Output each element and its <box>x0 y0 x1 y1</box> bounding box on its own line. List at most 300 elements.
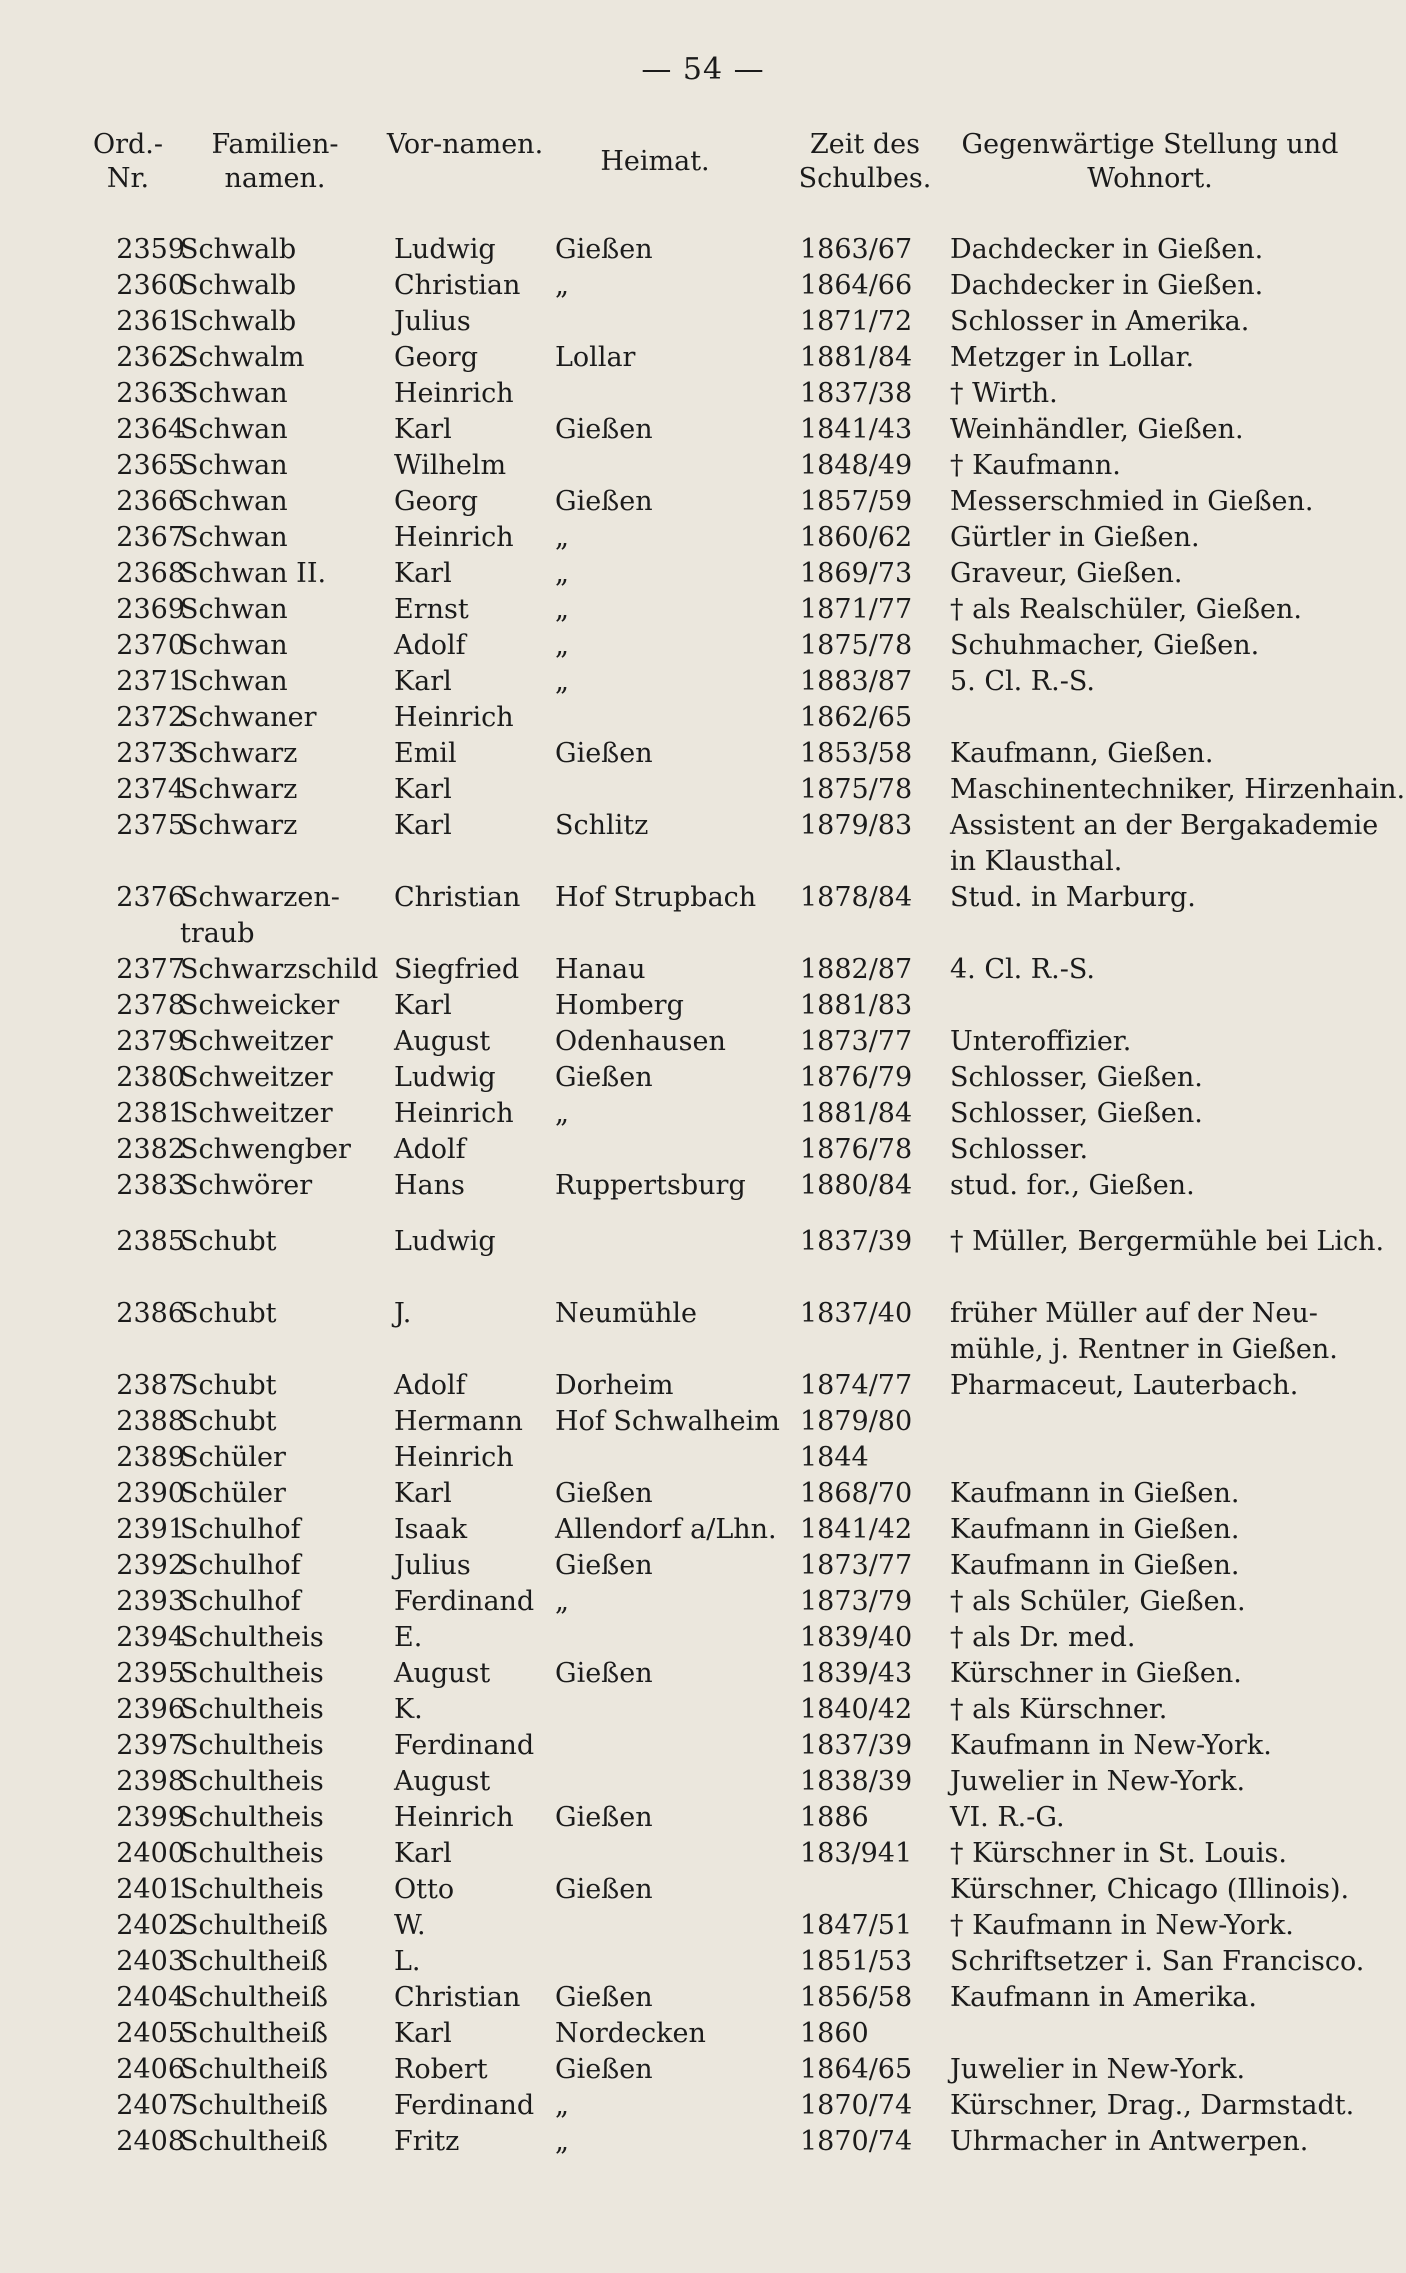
ord-nr-cell: 2381 <box>116 1098 185 1129</box>
ord-nr-cell: 2399 <box>116 1802 185 1833</box>
stellung-cell: Maschinentechniker, Hirzenhain. <box>950 774 1406 805</box>
stellung-cell: Kürschner in Gießen. <box>950 1658 1242 1689</box>
familienname-cell: Schwalb <box>180 270 297 301</box>
table-row <box>0 1692 1406 1728</box>
ord-nr-cell: 2407 <box>116 2090 185 2121</box>
header-heimat: Heimat. <box>600 146 710 177</box>
familienname-cell: Schultheis <box>180 1874 324 1905</box>
zeit-cell: 1841/43 <box>800 414 913 445</box>
zeit-cell: 1839/40 <box>800 1622 913 1653</box>
table-row <box>0 1584 1406 1620</box>
zeit-cell: 1839/43 <box>800 1658 913 1689</box>
familienname-cell: Schultheis <box>180 1802 324 1833</box>
table-row <box>0 1132 1406 1168</box>
stellung-cell: † Müller, Bergermühle bei Lich. <box>950 1226 1385 1257</box>
vorname-cell: Julius <box>394 306 471 337</box>
ord-nr-cell: 2382 <box>116 1134 185 1165</box>
table-row <box>0 1476 1406 1512</box>
ord-nr-cell: 2402 <box>116 1910 185 1941</box>
table-row <box>0 1024 1406 1060</box>
table-row <box>0 2088 1406 2124</box>
zeit-cell: 1874/77 <box>800 1370 913 1401</box>
familienname-cell: Schultheis <box>180 1730 324 1761</box>
familienname-cell: Schweitzer <box>180 1098 333 1129</box>
ord-nr-cell: 2364 <box>116 414 185 445</box>
zeit-cell: 1879/83 <box>800 810 913 841</box>
heimat-cell: Gießen <box>555 738 653 769</box>
table-row <box>0 484 1406 520</box>
familienname-cell: Schwan <box>180 486 288 517</box>
ord-nr-cell: 2393 <box>116 1586 185 1617</box>
stellung-cell: 4. Cl. R.-S. <box>950 954 1095 985</box>
stellung-cell: Kaufmann in Gießen. <box>950 1550 1240 1581</box>
heimat-cell: Gießen <box>555 486 653 517</box>
zeit-cell: 1856/58 <box>800 1982 913 2013</box>
familienname-cell: Schwalb <box>180 306 297 337</box>
ord-nr-cell: 2383 <box>116 1170 185 1201</box>
vorname-cell: Hans <box>394 1170 465 1201</box>
vorname-cell: Karl <box>394 1838 452 1869</box>
stellung-cell: Schlosser, Gießen. <box>950 1062 1203 1093</box>
stellung-cell: Graveur, Gießen. <box>950 558 1183 589</box>
ord-nr-cell: 2404 <box>116 1982 185 2013</box>
table-row <box>0 1800 1406 1836</box>
familienname-cell: Schwörer <box>180 1170 313 1201</box>
heimat-cell: Lollar <box>555 342 636 373</box>
familienname-cell: Schwarz <box>180 774 298 805</box>
table-row <box>0 1096 1406 1132</box>
zeit-cell: 1873/77 <box>800 1026 913 1057</box>
ord-nr-cell: 2377 <box>116 954 185 985</box>
zeit-cell: 183/941 <box>800 1838 913 1869</box>
familienname-cell: Schwaner <box>180 702 317 733</box>
familienname-cell: Schüler <box>180 1478 286 1509</box>
vorname-cell: Julius <box>394 1550 471 1581</box>
stellung-cell: Kürschner, Drag., Darmstadt. <box>950 2090 1355 2121</box>
stellung-cell: † Kaufmann in New-York. <box>950 1910 1294 1941</box>
stellung-cell: Assistent an der Bergakademie in Klausthal. <box>950 810 1379 877</box>
vorname-cell: Karl <box>394 774 452 805</box>
table-row <box>0 664 1406 700</box>
stellung-cell: Kaufmann in Gießen. <box>950 1514 1240 1545</box>
zeit-cell: 1841/42 <box>800 1514 913 1545</box>
stellung-cell: † als Realschüler, Gießen. <box>950 594 1302 625</box>
heimat-cell: Ruppertsburg <box>555 1170 746 1201</box>
zeit-cell: 1853/58 <box>800 738 913 769</box>
table-row <box>0 1548 1406 1584</box>
zeit-cell: 1860/62 <box>800 522 913 553</box>
vorname-cell: L. <box>394 1946 421 1977</box>
heimat-cell: „ <box>555 1586 569 1617</box>
heimat-cell: Gießen <box>555 1478 653 1509</box>
ord-nr-cell: 2400 <box>116 1838 185 1869</box>
heimat-cell: Gießen <box>555 1802 653 1833</box>
stellung-cell: Dachdecker in Gießen. <box>950 234 1264 265</box>
zeit-cell: 1844 <box>800 1442 869 1473</box>
zeit-cell: 1837/38 <box>800 378 913 409</box>
zeit-cell: 1838/39 <box>800 1766 913 1797</box>
zeit-cell: 1860 <box>800 2018 869 2049</box>
heimat-cell: Odenhausen <box>555 1026 726 1057</box>
heimat-cell: „ <box>555 1098 569 1129</box>
ord-nr-cell: 2394 <box>116 1622 185 1653</box>
ord-nr-cell: 2396 <box>116 1694 185 1725</box>
vorname-cell: Heinrich <box>394 378 514 409</box>
vorname-cell: Heinrich <box>394 522 514 553</box>
ord-nr-cell: 2387 <box>116 1370 185 1401</box>
familienname-cell: Schubt <box>180 1370 277 1401</box>
heimat-cell: Homberg <box>555 990 684 1021</box>
table-row <box>0 1728 1406 1764</box>
vorname-cell: E. <box>394 1622 423 1653</box>
ord-nr-cell: 2405 <box>116 2018 185 2049</box>
ord-nr-cell: 2401 <box>116 1874 185 1905</box>
vorname-cell: J. <box>394 1298 412 1329</box>
ord-nr-cell: 2391 <box>116 1514 185 1545</box>
familienname-cell: Schultheiß <box>180 2090 328 2121</box>
ord-nr-cell: 2398 <box>116 1766 185 1797</box>
table-row <box>0 1440 1406 1476</box>
table-row <box>0 952 1406 988</box>
zeit-cell: 1881/83 <box>800 990 913 1021</box>
familienname-cell: Schwarzen-traub <box>180 882 340 949</box>
stellung-cell: Stud. in Marburg. <box>950 882 1196 913</box>
stellung-cell: Metzger in Lollar. <box>950 342 1195 373</box>
table-row <box>0 808 1406 880</box>
heimat-cell: „ <box>555 630 569 661</box>
stellung-cell: Juwelier in New-York. <box>950 1766 1246 1797</box>
stellung-cell: Kaufmann, Gießen. <box>950 738 1214 769</box>
ord-nr-cell: 2376 <box>116 882 185 913</box>
familienname-cell: Schultheiß <box>180 1910 328 1941</box>
vorname-cell: Karl <box>394 666 452 697</box>
ord-nr-cell: 2367 <box>116 522 185 553</box>
vorname-cell: Ferdinand <box>394 1730 535 1761</box>
vorname-cell: Karl <box>394 414 452 445</box>
zeit-cell: 1870/74 <box>800 2126 913 2157</box>
ord-nr-cell: 2392 <box>116 1550 185 1581</box>
vorname-cell: W. <box>394 1910 426 1941</box>
table-row <box>0 1168 1406 1204</box>
familienname-cell: Schultheis <box>180 1658 324 1689</box>
vorname-cell: August <box>394 1026 491 1057</box>
ord-nr-cell: 2379 <box>116 1026 185 1057</box>
vorname-cell: August <box>394 1766 491 1797</box>
heimat-cell: Dorheim <box>555 1370 674 1401</box>
heimat-cell: „ <box>555 594 569 625</box>
ord-nr-cell: 2389 <box>116 1442 185 1473</box>
zeit-cell: 1864/66 <box>800 270 913 301</box>
vorname-cell: Robert <box>394 2054 488 2085</box>
table-row <box>0 376 1406 412</box>
ord-nr-cell: 2366 <box>116 486 185 517</box>
heimat-cell: Gießen <box>555 1062 653 1093</box>
zeit-cell: 1869/73 <box>800 558 913 589</box>
vorname-cell: Ernst <box>394 594 469 625</box>
stellung-cell: Juwelier in New-York. <box>950 2054 1246 2085</box>
familienname-cell: Schweitzer <box>180 1062 333 1093</box>
zeit-cell: 1875/78 <box>800 774 913 805</box>
ord-nr-cell: 2403 <box>116 1946 185 1977</box>
zeit-cell: 1871/72 <box>800 306 913 337</box>
familienname-cell: Schulhof <box>180 1550 301 1581</box>
familienname-cell: Schubt <box>180 1226 277 1257</box>
heimat-cell: „ <box>555 666 569 697</box>
vorname-cell: Adolf <box>394 1134 466 1165</box>
zeit-cell: 1868/70 <box>800 1478 913 1509</box>
stellung-cell: Gürtler in Gießen. <box>950 522 1200 553</box>
ord-nr-cell: 2397 <box>116 1730 185 1761</box>
familienname-cell: Schwan <box>180 594 288 625</box>
ord-nr-cell: 2362 <box>116 342 185 373</box>
familienname-cell: Schwarz <box>180 810 298 841</box>
zeit-cell: 1882/87 <box>800 954 913 985</box>
familienname-cell: Schubt <box>180 1406 277 1437</box>
vorname-cell: Ludwig <box>394 1226 496 1257</box>
familienname-cell: Schwarzschild <box>180 954 379 985</box>
stellung-cell: † Kaufmann. <box>950 450 1121 481</box>
vorname-cell: Karl <box>394 990 452 1021</box>
heimat-cell: Nordecken <box>555 2018 706 2049</box>
vorname-cell: Otto <box>394 1874 455 1905</box>
zeit-cell: 1837/40 <box>800 1298 913 1329</box>
familienname-cell: Schultheiß <box>180 2126 328 2157</box>
zeit-cell: 1848/49 <box>800 450 913 481</box>
familienname-cell: Schultheiß <box>180 2018 328 2049</box>
table-row <box>0 556 1406 592</box>
zeit-cell: 1862/65 <box>800 702 913 733</box>
vorname-cell: Ferdinand <box>394 1586 535 1617</box>
zeit-cell: 1871/77 <box>800 594 913 625</box>
table-row <box>0 1224 1406 1296</box>
table-row <box>0 1872 1406 1908</box>
stellung-cell: stud. for., Gießen. <box>950 1170 1195 1201</box>
stellung-cell: Uhrmacher in Antwerpen. <box>950 2126 1309 2157</box>
heimat-cell: „ <box>555 2090 569 2121</box>
heimat-cell: „ <box>555 522 569 553</box>
heimat-cell: Hof Strupbach <box>555 882 757 913</box>
page-number: — 54 — <box>641 52 765 87</box>
familienname-cell: Schwan <box>180 450 288 481</box>
header-zeit: Zeit des Schulbes. <box>798 129 932 194</box>
ord-nr-cell: 2363 <box>116 378 185 409</box>
vorname-cell: Siegfried <box>394 954 520 985</box>
vorname-cell: Emil <box>394 738 457 769</box>
zeit-cell: 1878/84 <box>800 882 913 913</box>
table-row <box>0 1944 1406 1980</box>
stellung-cell: Kaufmann in Gießen. <box>950 1478 1240 1509</box>
vorname-cell: Ludwig <box>394 234 496 265</box>
ord-nr-cell: 2406 <box>116 2054 185 2085</box>
familienname-cell: Schüler <box>180 1442 286 1473</box>
table-row <box>0 1908 1406 1944</box>
ord-nr-cell: 2359 <box>116 234 185 265</box>
zeit-cell: 1847/51 <box>800 1910 913 1941</box>
zeit-cell: 1863/67 <box>800 234 913 265</box>
zeit-cell: 1864/65 <box>800 2054 913 2085</box>
table-row <box>0 1764 1406 1800</box>
ord-nr-cell: 2373 <box>116 738 185 769</box>
heimat-cell: Gießen <box>555 1874 653 1905</box>
header-familienname: Familien-namen. <box>211 129 339 194</box>
zeit-cell: 1876/78 <box>800 1134 913 1165</box>
familienname-cell: Schwalm <box>180 342 305 373</box>
familienname-cell: Schulhof <box>180 1514 301 1545</box>
zeit-cell: 1875/78 <box>800 630 913 661</box>
familienname-cell: Schwalb <box>180 234 297 265</box>
stellung-cell: Pharmaceut, Lauterbach. <box>950 1370 1299 1401</box>
table-row <box>0 1512 1406 1548</box>
table-row <box>0 1060 1406 1096</box>
heimat-cell: Hof Schwalheim <box>555 1406 780 1437</box>
table-row <box>0 988 1406 1024</box>
table-row <box>0 1296 1406 1368</box>
familienname-cell: Schwan II. <box>180 558 327 589</box>
heimat-cell: Gießen <box>555 414 653 445</box>
table-header <box>0 128 1406 208</box>
stellung-cell: Schlosser in Amerika. <box>950 306 1250 337</box>
heimat-cell: Allendorf a/Lhn. <box>555 1514 777 1545</box>
stellung-cell: 5. Cl. R.-S. <box>950 666 1095 697</box>
stellung-cell: Schlosser. <box>950 1134 1089 1165</box>
table-row <box>0 700 1406 736</box>
zeit-cell: 1840/42 <box>800 1694 913 1725</box>
header-ord-nr: Ord.-Nr. <box>92 129 164 194</box>
table-row <box>0 340 1406 376</box>
stellung-cell: Weinhändler, Gießen. <box>950 414 1244 445</box>
zeit-cell: 1870/74 <box>800 2090 913 2121</box>
vorname-cell: Karl <box>394 1478 452 1509</box>
zeit-cell: 1879/80 <box>800 1406 913 1437</box>
familienname-cell: Schultheis <box>180 1838 324 1869</box>
stellung-cell: Schuhmacher, Gießen. <box>950 630 1260 661</box>
zeit-cell: 1881/84 <box>800 342 913 373</box>
ord-nr-cell: 2371 <box>116 666 185 697</box>
zeit-cell: 1880/84 <box>800 1170 913 1201</box>
stellung-cell: Kürschner, Chicago (Illinois). <box>950 1874 1350 1905</box>
ord-nr-cell: 2380 <box>116 1062 185 1093</box>
ord-nr-cell: 2360 <box>116 270 185 301</box>
ord-nr-cell: 2374 <box>116 774 185 805</box>
ord-nr-cell: 2370 <box>116 630 185 661</box>
table-row <box>0 448 1406 484</box>
ord-nr-cell: 2408 <box>116 2126 185 2157</box>
vorname-cell: Ferdinand <box>394 2090 535 2121</box>
ord-nr-cell: 2390 <box>116 1478 185 1509</box>
table-row <box>0 1404 1406 1440</box>
heimat-cell: „ <box>555 558 569 589</box>
familienname-cell: Schulhof <box>180 1586 301 1617</box>
familienname-cell: Schultheis <box>180 1694 324 1725</box>
heimat-cell: Hanau <box>555 954 646 985</box>
zeit-cell: 1837/39 <box>800 1226 913 1257</box>
familienname-cell: Schubt <box>180 1298 277 1329</box>
ord-nr-cell: 2375 <box>116 810 185 841</box>
stellung-cell: † Wirth. <box>950 378 1058 409</box>
stellung-cell: Kaufmann in Amerika. <box>950 1982 1257 2013</box>
table-row <box>0 1656 1406 1692</box>
table-row <box>0 592 1406 628</box>
vorname-cell: Adolf <box>394 1370 466 1401</box>
vorname-cell: Ludwig <box>394 1062 496 1093</box>
heimat-cell: Gießen <box>555 1982 653 2013</box>
familienname-cell: Schwengber <box>180 1134 351 1165</box>
stellung-cell: Schlosser, Gießen. <box>950 1098 1203 1129</box>
familienname-cell: Schweitzer <box>180 1026 333 1057</box>
zeit-cell: 1873/77 <box>800 1550 913 1581</box>
vorname-cell: Hermann <box>394 1406 523 1437</box>
stellung-cell: † als Dr. med. <box>950 1622 1136 1653</box>
table-row <box>0 736 1406 772</box>
stellung-cell: Messerschmied in Gießen. <box>950 486 1314 517</box>
zeit-cell: 1851/53 <box>800 1946 913 1977</box>
familienname-cell: Schwan <box>180 414 288 445</box>
vorname-cell: Christian <box>394 882 521 913</box>
table-row <box>0 520 1406 556</box>
vorname-cell: Heinrich <box>394 1098 514 1129</box>
vorname-cell: Karl <box>394 810 452 841</box>
stellung-cell: Dachdecker in Gießen. <box>950 270 1264 301</box>
table-row <box>0 1836 1406 1872</box>
ord-nr-cell: 2369 <box>116 594 185 625</box>
vorname-cell: Fritz <box>394 2126 460 2157</box>
vorname-cell: Georg <box>394 486 478 517</box>
stellung-cell: Schriftsetzer i. San Francisco. <box>950 1946 1365 1977</box>
ord-nr-cell: 2395 <box>116 1658 185 1689</box>
ord-nr-cell: 2372 <box>116 702 185 733</box>
table-row <box>0 772 1406 808</box>
heimat-cell: Gießen <box>555 1658 653 1689</box>
familienname-cell: Schwarz <box>180 738 298 769</box>
ord-nr-cell: 2361 <box>116 306 185 337</box>
ord-nr-cell: 2388 <box>116 1406 185 1437</box>
vorname-cell: Wilhelm <box>394 450 507 481</box>
table-row <box>0 880 1406 952</box>
table-row <box>0 2052 1406 2088</box>
table-row <box>0 1980 1406 2016</box>
zeit-cell: 1873/79 <box>800 1586 913 1617</box>
heimat-cell: Neumühle <box>555 1298 697 1329</box>
zeit-cell: 1881/84 <box>800 1098 913 1129</box>
stellung-cell: VI. R.-G. <box>950 1802 1065 1833</box>
familienname-cell: Schwan <box>180 666 288 697</box>
heimat-cell: Schlitz <box>555 810 649 841</box>
table-row <box>0 268 1406 304</box>
ord-nr-cell: 2378 <box>116 990 185 1021</box>
heimat-cell: Gießen <box>555 234 653 265</box>
stellung-cell: Unteroffizier. <box>950 1026 1132 1057</box>
table-row <box>0 232 1406 268</box>
familienname-cell: Schultheis <box>180 1766 324 1797</box>
vorname-cell: Georg <box>394 342 478 373</box>
vorname-cell: August <box>394 1658 491 1689</box>
vorname-cell: Heinrich <box>394 702 514 733</box>
vorname-cell: Isaak <box>394 1514 468 1545</box>
stellung-cell: † als Kürschner. <box>950 1694 1168 1725</box>
zeit-cell: 1857/59 <box>800 486 913 517</box>
stellung-cell: früher Müller auf der Neu-mühle, j. Rentner in Gießen. <box>950 1298 1338 1365</box>
vorname-cell: Karl <box>394 2018 452 2049</box>
register-table <box>0 232 1406 2160</box>
zeit-cell: 1886 <box>800 1802 869 1833</box>
vorname-cell: Christian <box>394 270 521 301</box>
familienname-cell: Schultheis <box>180 1622 324 1653</box>
familienname-cell: Schwan <box>180 522 288 553</box>
table-row <box>0 412 1406 448</box>
table-row <box>0 2124 1406 2160</box>
stellung-cell: † Kürschner in St. Louis. <box>950 1838 1287 1869</box>
zeit-cell: 1876/79 <box>800 1062 913 1093</box>
